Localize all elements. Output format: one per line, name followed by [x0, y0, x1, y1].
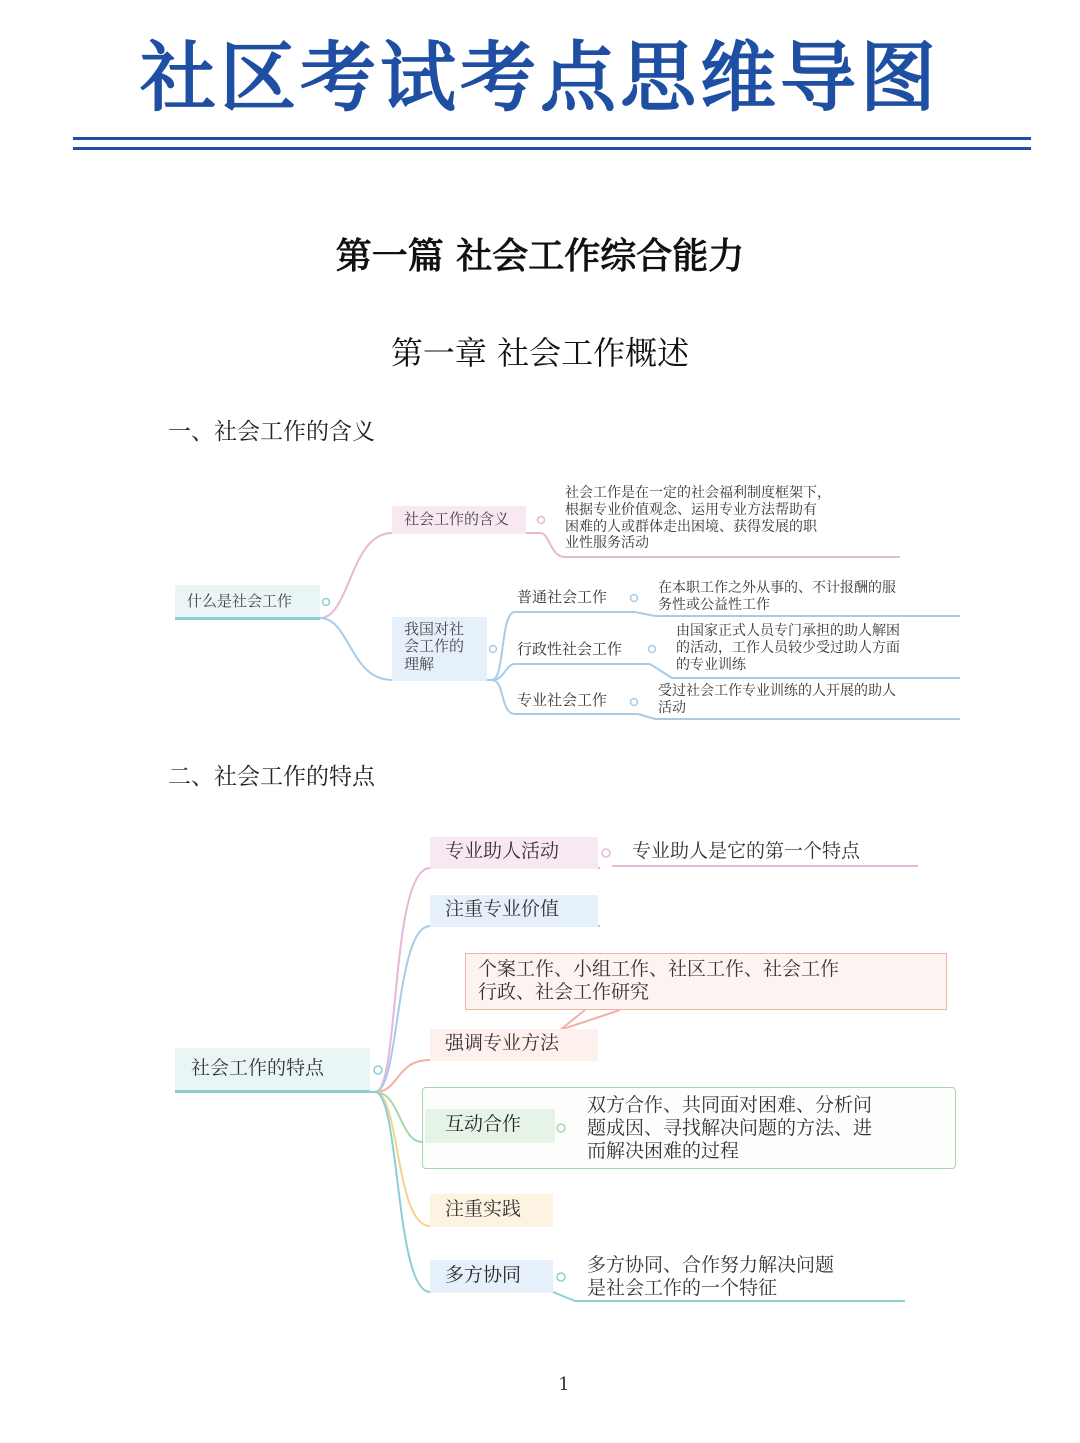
mindmap-node-interaction: 互动合作: [425, 1109, 555, 1143]
section-heading-1: 一、社会工作的含义: [168, 419, 375, 445]
mindmap-leaf-meaning-desc: 社会工作是在一定的社会福利制度框架下， 根据专业价值观念、运用专业方法帮助有 困难的人或群体走出困境、获得发展的职 业性服务活动: [565, 485, 831, 552]
chapter-title: 第一章 社会工作概述: [390, 334, 690, 372]
mindmap-leaf-professional-desc: 受过社会工作专业训练的人开展的助人 活动: [658, 683, 896, 716]
mindmap-node-ordinary-social-work: 普通社会工作: [517, 588, 608, 606]
mindmap-node-administrative-social-work: 行政性社会工作: [517, 640, 623, 658]
page-title: 社区考试考点思维导图: [140, 33, 940, 122]
mindmap-leaf-professional-helping-desc: 专业助人是它的第一个特点: [632, 840, 861, 862]
mindmap-node-china-understanding: 我国对社 会工作的 理解: [392, 617, 487, 681]
mindmap-node-professional-helping: 专业助人活动: [430, 837, 598, 869]
mindmap-root-characteristics: 社会工作的特点: [175, 1048, 370, 1092]
mindmap-root-what-is-social-work: 什么是社会工作: [175, 585, 320, 619]
mindmap-node-professional-values: 注重专业价值: [430, 895, 598, 927]
mindmap-node-meaning: 社会工作的含义: [392, 506, 526, 534]
mindmap-leaf-methods-desc: 个案工作、小组工作、社区工作、社会工作 行政、社会工作研究: [465, 953, 947, 1010]
mindmap-leaf-administrative-desc: 由国家正式人员专门承担的助人解困 的活动，工作人员较少受过助人方面 的专业训练: [676, 623, 900, 673]
mindmap-node-professional-methods: 强调专业方法: [430, 1029, 598, 1061]
mindmap-leaf-ordinary-desc: 在本职工作之外从事的、不计报酬的服 务性或公益性工作: [658, 580, 896, 613]
mindmap-leaf-collaboration-desc: 多方协同、合作努力解决问题 是社会工作的一个特征: [587, 1254, 835, 1299]
mindmap-node-professional-social-work: 专业社会工作: [517, 691, 608, 709]
mindmap-leaf-interaction-desc: 双方合作、共同面对困难、分析问 题成因、寻找解决问题的方法、进 而解决困难的过程: [587, 1094, 873, 1162]
section-heading-2: 二、社会工作的特点: [168, 764, 375, 790]
mindmap-node-practice: 注重实践: [430, 1194, 553, 1227]
part-title: 第一篇 社会工作综合能力: [335, 236, 745, 277]
mindmap-node-collaboration: 多方协同: [430, 1260, 553, 1293]
page-number: 1: [558, 1374, 570, 1395]
